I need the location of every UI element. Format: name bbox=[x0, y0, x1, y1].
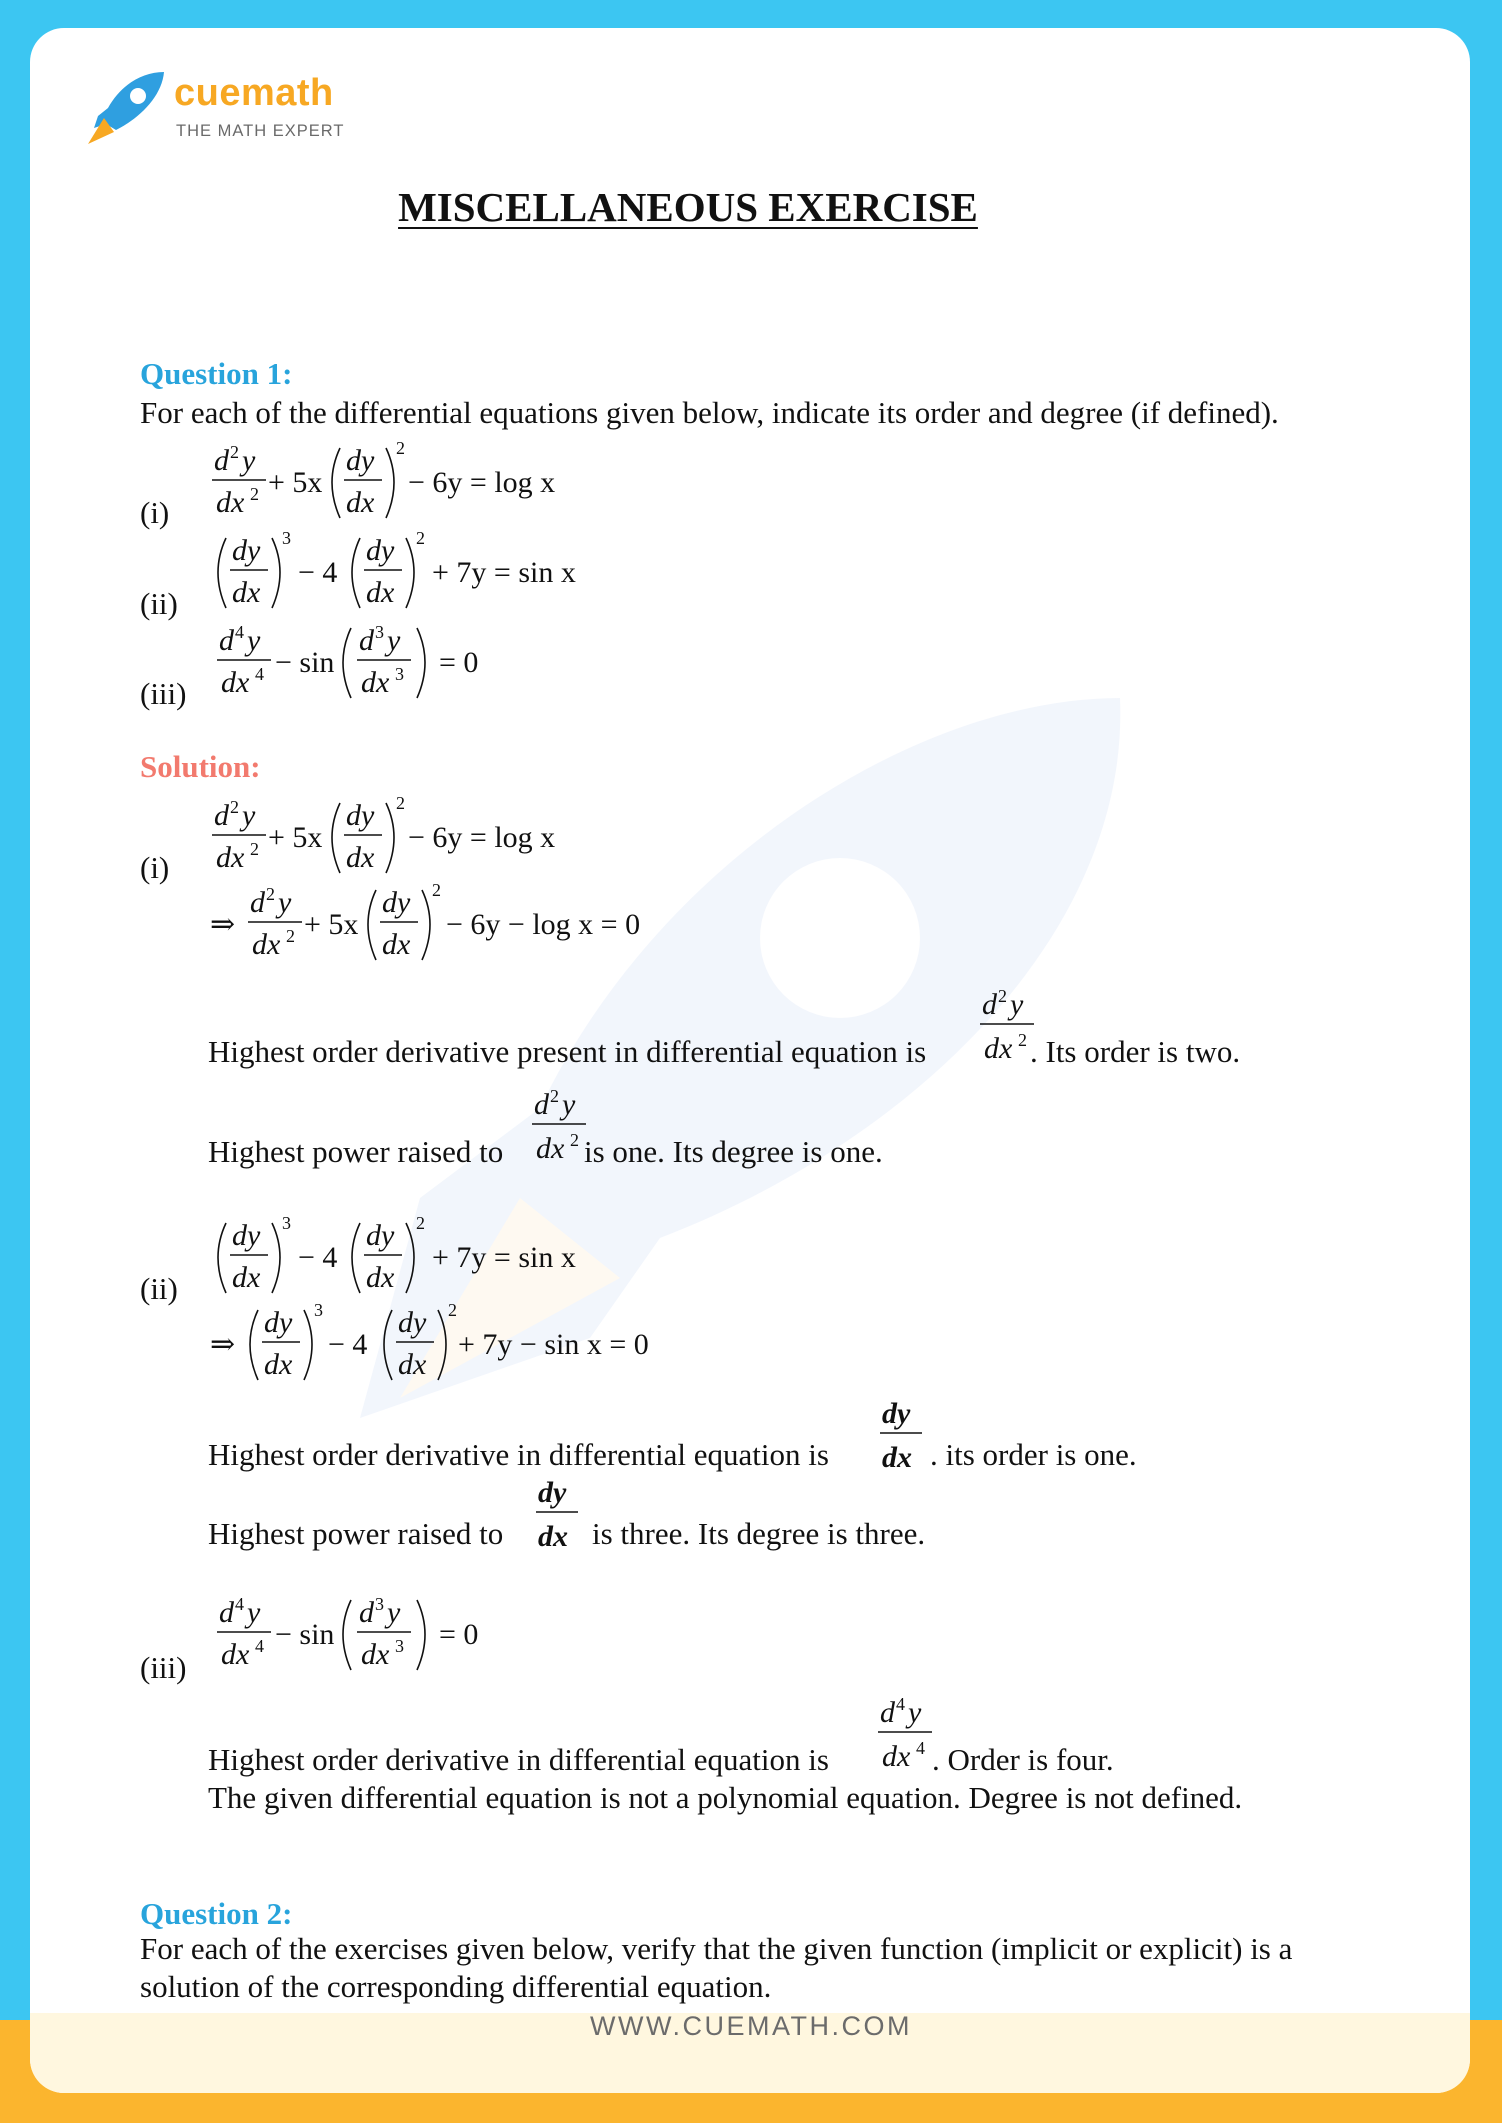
svg-text:dx: dx bbox=[346, 486, 375, 519]
svg-text:y: y bbox=[247, 624, 261, 657]
svg-text:d: d bbox=[359, 1596, 374, 1629]
svg-text:dy: dy bbox=[398, 1306, 427, 1339]
svg-text:3: 3 bbox=[395, 1636, 404, 1656]
brand-tagline: THE MATH EXPERT bbox=[176, 122, 345, 140]
svg-text:y: y bbox=[562, 1088, 576, 1121]
svg-text:= 0: = 0 bbox=[439, 646, 479, 679]
svg-text:2: 2 bbox=[998, 986, 1007, 1006]
solution-i-degree-suffix: is one. Its degree is one. bbox=[584, 1134, 883, 1169]
svg-text:3: 3 bbox=[375, 622, 384, 642]
solution-equation-i-line1 bbox=[210, 795, 570, 890]
svg-text:4: 4 bbox=[896, 1694, 905, 1714]
solution-i-order-suffix: . Its order is two. bbox=[1030, 1034, 1241, 1069]
solution-i-degree-text: Highest power raised to bbox=[208, 1134, 504, 1169]
svg-text:4: 4 bbox=[235, 1594, 244, 1614]
svg-text:dy: dy bbox=[366, 1219, 395, 1252]
question-2-heading: Question 2: bbox=[140, 1896, 293, 1931]
svg-text:3: 3 bbox=[375, 1594, 384, 1614]
solution-equation-ii-line1 bbox=[210, 1215, 590, 1310]
svg-text:4: 4 bbox=[255, 1636, 264, 1656]
svg-text:dy: dy bbox=[232, 1219, 261, 1252]
svg-text:dx: dx bbox=[366, 576, 395, 609]
svg-text:2: 2 bbox=[432, 880, 441, 900]
svg-text:dy: dy bbox=[366, 534, 395, 567]
svg-text:⇒: ⇒ bbox=[210, 908, 236, 941]
svg-text:2: 2 bbox=[416, 528, 425, 548]
solution-label-iii: (iii) bbox=[140, 1650, 187, 1685]
solution-i-degree-fraction bbox=[530, 1084, 590, 1171]
solution-ii-degree-fraction bbox=[534, 1474, 584, 1555]
svg-text:= 0: = 0 bbox=[439, 1618, 479, 1651]
svg-text:dy: dy bbox=[382, 886, 411, 919]
svg-text:d: d bbox=[250, 886, 265, 919]
solution-iii-degree-text: The given differential equation is not a polynomial equation. Degree is not defined. bbox=[208, 1780, 1243, 1815]
svg-text:− 6y = log x: − 6y = log x bbox=[408, 466, 556, 499]
svg-text:2: 2 bbox=[570, 1130, 579, 1150]
solution-ii-order-suffix: . its order is one. bbox=[930, 1437, 1137, 1472]
svg-text:− 6y − log x = 0: − 6y − log x = 0 bbox=[446, 908, 641, 941]
svg-text:y: y bbox=[278, 886, 292, 919]
svg-text:2: 2 bbox=[286, 926, 295, 946]
svg-text:2: 2 bbox=[416, 1213, 425, 1233]
svg-text:dx: dx bbox=[216, 486, 245, 519]
svg-text:y: y bbox=[387, 624, 401, 657]
q1-equation-iii bbox=[215, 620, 515, 715]
svg-text:− sin: − sin bbox=[275, 1618, 335, 1651]
solution-ii-degree-text: Highest power raised to bbox=[208, 1516, 504, 1551]
question-2-text: For each of the exercises given below, verify that the given function (implicit or explicit) is a solution of the corresponding differential equation. bbox=[140, 1931, 1293, 2004]
solution-iii-order-suffix: . Order is four. bbox=[932, 1742, 1114, 1777]
svg-text:4: 4 bbox=[235, 622, 244, 642]
footer-url[interactable]: WWW.CUEMATH.COM bbox=[590, 2011, 912, 2041]
solution-i-order-text: Highest order derivative present in differential equation is bbox=[208, 1034, 927, 1069]
svg-text:y: y bbox=[242, 444, 256, 477]
svg-text:dx: dx bbox=[398, 1348, 427, 1381]
svg-text:d: d bbox=[214, 799, 229, 832]
question-1-heading: Question 1: bbox=[140, 356, 293, 391]
svg-text:d: d bbox=[219, 624, 234, 657]
svg-text:dx: dx bbox=[232, 1261, 261, 1294]
q1-equation-ii bbox=[210, 530, 590, 625]
svg-text:dx: dx bbox=[216, 841, 245, 874]
svg-text:− 4: − 4 bbox=[298, 1241, 338, 1274]
svg-text:dx: dx bbox=[264, 1348, 293, 1381]
svg-text:2: 2 bbox=[1018, 1030, 1027, 1050]
brand-name: cuemath bbox=[174, 72, 334, 114]
svg-text:+ 7y − sin x = 0: + 7y − sin x = 0 bbox=[458, 1328, 649, 1361]
svg-text:dx: dx bbox=[232, 576, 261, 609]
svg-text:3: 3 bbox=[395, 664, 404, 684]
svg-text:dx: dx bbox=[361, 666, 390, 699]
svg-text:2: 2 bbox=[230, 442, 239, 462]
svg-text:dx: dx bbox=[984, 1032, 1013, 1065]
page-title: MISCELLANEOUS EXERCISE bbox=[398, 184, 978, 230]
solution-equation-ii-line2 bbox=[210, 1302, 670, 1397]
q1-label-i: (i) bbox=[140, 495, 170, 530]
svg-text:dy: dy bbox=[538, 1476, 567, 1509]
svg-text:3: 3 bbox=[314, 1300, 323, 1320]
svg-text:y: y bbox=[908, 1696, 922, 1729]
svg-text:d: d bbox=[359, 624, 374, 657]
svg-text:⇒: ⇒ bbox=[210, 1328, 236, 1361]
solution-label-ii: (ii) bbox=[140, 1271, 178, 1306]
solution-equation-i-line2 bbox=[210, 882, 650, 977]
svg-text:2: 2 bbox=[396, 438, 405, 458]
svg-text:y: y bbox=[247, 1596, 261, 1629]
svg-text:y: y bbox=[387, 1596, 401, 1629]
question-1-text: For each of the differential equations given below, indicate its order and degree (if defined). bbox=[140, 395, 1279, 430]
svg-text:2: 2 bbox=[550, 1086, 559, 1106]
svg-text:dx: dx bbox=[252, 928, 281, 961]
svg-text:4: 4 bbox=[916, 1738, 925, 1758]
solution-ii-order-fraction bbox=[878, 1395, 928, 1476]
svg-text:y: y bbox=[242, 799, 256, 832]
svg-text:dx: dx bbox=[346, 841, 375, 874]
solution-heading: Solution: bbox=[140, 749, 261, 784]
svg-text:dy: dy bbox=[882, 1397, 911, 1430]
svg-text:dx: dx bbox=[536, 1132, 565, 1165]
svg-text:d: d bbox=[982, 988, 997, 1021]
svg-text:dx: dx bbox=[221, 666, 250, 699]
svg-text:d: d bbox=[534, 1088, 549, 1121]
solution-iii-order-fraction bbox=[876, 1692, 936, 1779]
svg-text:dy: dy bbox=[232, 534, 261, 567]
svg-text:− sin: − sin bbox=[275, 646, 335, 679]
numerator: d bbox=[214, 444, 229, 477]
svg-text:2: 2 bbox=[448, 1300, 457, 1320]
svg-text:3: 3 bbox=[282, 528, 291, 548]
svg-text:dx: dx bbox=[221, 1638, 250, 1671]
svg-text:d: d bbox=[219, 1596, 234, 1629]
svg-text:4: 4 bbox=[255, 664, 264, 684]
svg-text:+ 5x: + 5x bbox=[268, 466, 323, 499]
svg-text:2: 2 bbox=[396, 793, 405, 813]
svg-text:dy: dy bbox=[346, 444, 375, 477]
solution-iii-order-text: Highest order derivative in differential equation is bbox=[208, 1742, 829, 1777]
svg-text:2: 2 bbox=[230, 797, 239, 817]
svg-text:+ 5x: + 5x bbox=[268, 821, 323, 854]
svg-text:2: 2 bbox=[250, 484, 259, 504]
solution-ii-order-text: Highest order derivative in differential equation is bbox=[208, 1437, 829, 1472]
svg-text:dx: dx bbox=[366, 1261, 395, 1294]
q1-label-iii: (iii) bbox=[140, 676, 187, 711]
svg-text:dx: dx bbox=[538, 1520, 568, 1553]
solution-equation-iii bbox=[215, 1592, 515, 1687]
svg-text:dx: dx bbox=[382, 928, 411, 961]
q1-label-ii: (ii) bbox=[140, 586, 178, 621]
solution-i-order-fraction bbox=[978, 984, 1038, 1071]
svg-text:2: 2 bbox=[250, 839, 259, 859]
svg-text:+ 5x: + 5x bbox=[304, 908, 359, 941]
svg-text:− 4: − 4 bbox=[328, 1328, 368, 1361]
solution-ii-degree-suffix: is three. Its degree is three. bbox=[592, 1516, 926, 1551]
svg-text:− 4: − 4 bbox=[298, 556, 338, 589]
svg-text:+ 7y = sin x: + 7y = sin x bbox=[432, 556, 576, 589]
solution-label-i: (i) bbox=[140, 850, 170, 885]
svg-text:dy: dy bbox=[346, 799, 375, 832]
cuemath-rocket-icon bbox=[86, 70, 168, 146]
svg-text:+ 7y = sin x: + 7y = sin x bbox=[432, 1241, 576, 1274]
svg-text:2: 2 bbox=[266, 884, 275, 904]
svg-text:dx: dx bbox=[882, 1441, 912, 1474]
svg-text:dx: dx bbox=[882, 1740, 911, 1773]
svg-text:dy: dy bbox=[264, 1306, 293, 1339]
svg-text:3: 3 bbox=[282, 1213, 291, 1233]
svg-text:y: y bbox=[1010, 988, 1024, 1021]
svg-text:d: d bbox=[880, 1696, 895, 1729]
svg-text:− 6y = log x: − 6y = log x bbox=[408, 821, 556, 854]
svg-text:dx: dx bbox=[361, 1638, 390, 1671]
q1-equation-i bbox=[210, 440, 570, 535]
